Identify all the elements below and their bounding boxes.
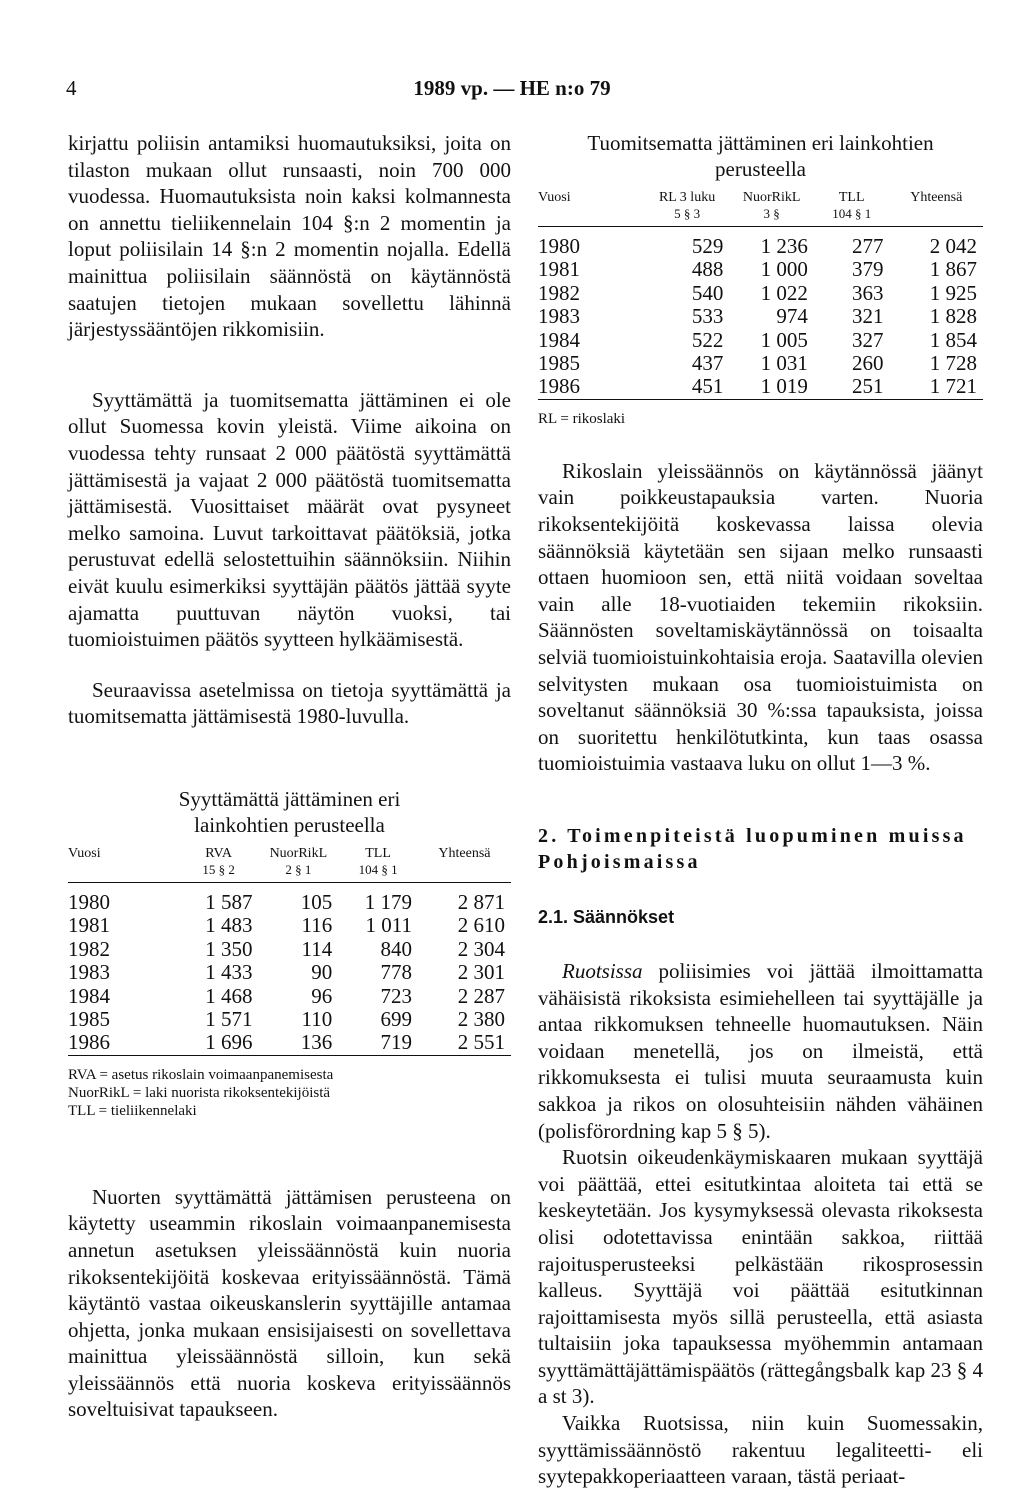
table1-footnote: NuorRikL = laki nuorista rikoksentekijöistä — [68, 1084, 331, 1101]
table1-title: Syyttämättä jättäminen eri lainkohtien perusteella — [178, 786, 401, 837]
table1-row — [68, 961, 511, 984]
table2-cell: 321 — [852, 304, 884, 329]
table2-header-cell: NuorRikL 3 § — [742, 190, 801, 221]
table2-cell: 451 — [645, 375, 730, 399]
table2-notes — [538, 410, 983, 428]
left-paragraph-3: Seuraavissa asetelmissa on tietoja syyttämättä ja tuomitsematta jättämisestä 1980-luvulla. — [68, 677, 511, 729]
table2-cell: 379 — [852, 257, 884, 282]
table2-row — [538, 258, 983, 281]
table1-cell: 2 871 — [457, 889, 505, 914]
table2-cell: 1 031 — [760, 351, 808, 376]
table2-cell: 540 — [691, 280, 724, 305]
table1-row — [68, 1008, 511, 1031]
table1-cell: 114 — [301, 936, 333, 961]
table2-header-cell: Vuosi — [538, 190, 571, 205]
right-paragraph-2: Ruotsissa poliisimies voi jättää ilmoittamatta vähäisistä rikoksista esimiehelleen tai syyttäjälle ja antaa rikkomuksen tehneelle huomautuksen. Näin voidaan menetellä, jos on ilmeistä, että rikkomuksesta ei tulisi muuta seuraamusta kuin sakkoa ja rikos on olosuhteisiin nähden vähäinen (polisförordning kap 5 § 5). — [538, 958, 983, 1143]
table1-cell: 2 304 — [457, 936, 505, 961]
table2-cell: 1981 — [538, 257, 580, 282]
table1-cell: 2 301 — [457, 960, 505, 985]
table1-header-cell: TLL 104 § 1 — [358, 845, 398, 877]
table1-cell: 2 380 — [457, 1006, 505, 1031]
table1-header-cell: Yhteensä — [438, 845, 491, 861]
table1-cell: 778 — [380, 960, 412, 985]
prosecution-table-block — [68, 786, 511, 1120]
table2-row — [538, 305, 983, 328]
table2-row — [538, 375, 983, 399]
table1-header-cell: Vuosi — [68, 845, 101, 861]
sentencing-table-block — [538, 130, 983, 428]
table2-cell: 251 — [814, 375, 890, 399]
table1-cell: 1984 — [68, 983, 110, 1008]
table1-cell: 136 — [258, 1031, 338, 1055]
table1-cell: 116 — [301, 913, 333, 938]
table2-cell: 1985 — [538, 351, 580, 376]
table1-cell: 110 — [301, 1006, 333, 1031]
table2-cell: 1 867 — [929, 257, 977, 282]
subsection-heading: 2.1. Säännökset — [538, 906, 675, 927]
table1-cell: 1 696 — [179, 1031, 259, 1055]
table2-header-cell: RL 3 luku 5 § 3 — [658, 190, 716, 221]
table1-cell: 105 — [300, 889, 333, 914]
table1-cell: 1 483 — [205, 913, 253, 938]
table1-cell: 1985 — [68, 1006, 110, 1031]
table2-header-row — [538, 190, 983, 227]
table2-row — [538, 352, 983, 375]
table2-cell: 488 — [691, 257, 724, 282]
table2-cell: 1 022 — [760, 280, 808, 305]
running-title: 1989 vp. — HE n:o 79 — [413, 76, 611, 100]
table1-cell: 1981 — [68, 913, 110, 938]
table2-row — [538, 282, 983, 305]
table1-header-cell: NuorRikL 2 § 1 — [269, 845, 328, 877]
left-paragraph-2: Syyttämättä ja tuomitsematta jättäminen ei ole ollut Suomessa kovin yleistä. Viime aikoina on vuodessa tehty runsaat 2 000 päätöstä syyttämättä jättämisestä ja vajaat 2 000 päätöstä tuomitsematta jättämisestä. Vuosittaiset määrät ovat pysyneet melko samoina. Luvut tarkoittavat päätöksiä, jotka perustuvat edellä selostettuihin säännöksiin. Niihin eivät kuulu esimerkiksi syyttäjän päätös jättää syyte ajamatta puuttuvan näytön vuoksi, tai tuomioistuimen päätös syytteen hylkäämisestä. — [68, 387, 511, 652]
table1-row — [68, 882, 511, 914]
table2-cell: 1 925 — [929, 280, 977, 305]
table1-header-row — [68, 846, 511, 883]
table2-cell: 522 — [691, 327, 724, 352]
table1-row — [68, 914, 511, 937]
table1-cell: 1 468 — [205, 983, 253, 1008]
page-number: 4 — [66, 76, 77, 100]
table2-cell: 363 — [852, 280, 884, 305]
table1-cell: 1 571 — [205, 1006, 253, 1031]
table2-cell: 277 — [852, 234, 884, 258]
table2-cell: 1986 — [538, 375, 645, 399]
table1-cell: 2 551 — [418, 1031, 511, 1055]
table1-cell: 1986 — [68, 1031, 179, 1055]
right-paragraph-1: Rikoslain yleissäännös on käytännössä jäänyt vain poikkeustapauksia varten. Nuoria rikoksentekijöitä koskevassa laissa olevia säännöksiä käytetään sen sijaan melko runsaasti ottaen huomioon sen, että niitä voidaan soveltaa vain alle 18-vuotiaiden tekemiin rikoksiin. Säännösten soveltamiskäytännössä on toisaalta selviä tuomioistuinkohtaisia eroja. Saatavilla olevien selvitysten mukaan osa tuomioistuimista on soveltanut säännöksiä 30 %:ssa tapauksista, joissa on suoritettu henkilötutkinta, kun taas osassa tuomioistuimia vastaava luku on ollut 1—3 %. — [538, 458, 983, 776]
table2-cell: 260 — [852, 351, 884, 376]
table1-cell: 1 587 — [205, 889, 253, 914]
table2-cell: 1983 — [538, 304, 580, 329]
sentencing-waiver-table — [538, 190, 983, 400]
table1-cell: 1980 — [68, 889, 110, 914]
table1-cell: 1 433 — [205, 960, 253, 985]
right-paragraph-4: Vaikka Ruotsissa, niin kuin Suomessakin, syyttämissäännöstö rakentuu legaliteetti- eli syytepakkoperiaatteen varaan, tästä periaat- — [538, 1411, 983, 1489]
table2-cell: 1 728 — [929, 351, 977, 376]
right-paragraph-3: Ruotsin oikeudenkäymiskaaren mukaan syyttäjä voi päättää, ettei esitutkintaa aloiteta tai että se keskeytetään. Jos kysymyksessä olevasta rikoksesta olisi odotettavissa enintään sakkoa, riittää rajoitusperusteeksi pelkästään rikosprosessin kalleus. Syyttäjä voi päättää esitutkinnan rajoittamisesta myös sillä perusteella, että asiasta tultaisiin joka tapauksessa myöhemmin antamaan syyttämättäjättämispäätös (rättegångsbalk kap 23 § 4 a st 3). — [538, 1145, 983, 1409]
table1-cell: 840 — [380, 936, 412, 961]
table1-cell: 719 — [338, 1031, 418, 1055]
table1-row — [68, 938, 511, 961]
table1-footnote: TLL = tieliikennelaki — [68, 1102, 197, 1119]
table1-cell: 1 011 — [365, 913, 412, 938]
table2-cell: 1 236 — [760, 234, 808, 258]
table1-row — [68, 985, 511, 1008]
prosecution-waiver-table — [68, 846, 511, 1056]
table1-cell: 1 350 — [205, 936, 253, 961]
table2-row — [538, 329, 983, 352]
table2-cell: 437 — [691, 351, 724, 376]
table2-cell: 1982 — [538, 280, 580, 305]
table1-footnote: RVA = asetus rikoslain voimaanpanemisesta — [68, 1066, 334, 1083]
table2-cell: 529 — [691, 234, 724, 258]
table2-cell: 2 042 — [929, 234, 977, 258]
table1-row — [68, 1031, 511, 1055]
table2-title: Tuomitsematta jättäminen eri lainkohtien perusteella — [587, 131, 934, 181]
table2-cell: 974 — [776, 304, 808, 329]
table2-header-cell: TLL 104 § 1 — [832, 190, 872, 221]
table2-cell: 1 005 — [760, 327, 808, 352]
table1-cell: 2 287 — [457, 983, 505, 1008]
table2-row — [538, 227, 983, 259]
table2-cell: 1 721 — [890, 375, 983, 399]
section-heading: 2. Toimenpiteistä luopuminen muissa Pohjoismaissa — [538, 824, 967, 873]
table2-cell: 1984 — [538, 327, 580, 352]
table1-notes — [68, 1066, 511, 1120]
table2-cell: 1 000 — [760, 257, 808, 282]
table1-cell: 1982 — [68, 936, 110, 961]
table2-cell: 1 019 — [729, 375, 814, 399]
right-column — [538, 130, 983, 1490]
table1-cell: 1 179 — [364, 889, 412, 914]
table2-cell: 1980 — [538, 234, 580, 258]
table1-cell: 699 — [380, 1006, 412, 1031]
table1-cell: 1983 — [68, 960, 110, 985]
left-paragraph-4: Nuorten syyttämättä jättämisen perusteena on käytetty useammin rikoslain voimaanpanemisesta annetun asetuksen yleissäännöstä kuin nuoria rikoksentekijöitä koskevaa erityissäännöstä. Tämä käytäntö vastaa oikeuskanslerin syyttäjille antamaa ohjetta, jonka mukaan ensisijaisesti on sovellettava mainittua yleissäännöstä silloin, kun sekä yleissäännös että nuoria koskeva erityissäännös soveltuisivat tapaukseen. — [68, 1184, 511, 1422]
table1-header-cell: RVA 15 § 2 — [202, 845, 235, 877]
table1-cell: 723 — [380, 983, 412, 1008]
page-header — [0, 76, 1024, 106]
table1-cell: 90 — [311, 960, 333, 985]
table2-footnote: RL = rikoslaki — [538, 410, 626, 427]
table2-cell: 533 — [691, 304, 724, 329]
table2-header-cell: Yhteensä — [910, 190, 963, 205]
table2-cell: 1 854 — [929, 327, 977, 352]
left-paragraph-1: kirjattu poliisin antamiksi huomautuksiksi, joita on tilaston mukaan ollut runsaasti, noin 700 000 vuodessa. Huomautuksista noin kaksi kolmannesta on annettu tieliikennelain 104 §:n 2 momentin ja loput poliisilain 14 §:n 2 momentin nojalla. Edellä mainittua poliisilain säännöstä on käytännöstä saatujen tietojen mukaan sovellettu lähinnä järjestyssääntöjen rikkomisiin. — [68, 131, 511, 342]
left-column — [68, 130, 511, 1423]
table1-cell: 2 610 — [457, 913, 505, 938]
table2-cell: 1 828 — [929, 304, 977, 329]
table2-cell: 327 — [852, 327, 884, 352]
table1-cell: 96 — [311, 983, 333, 1008]
